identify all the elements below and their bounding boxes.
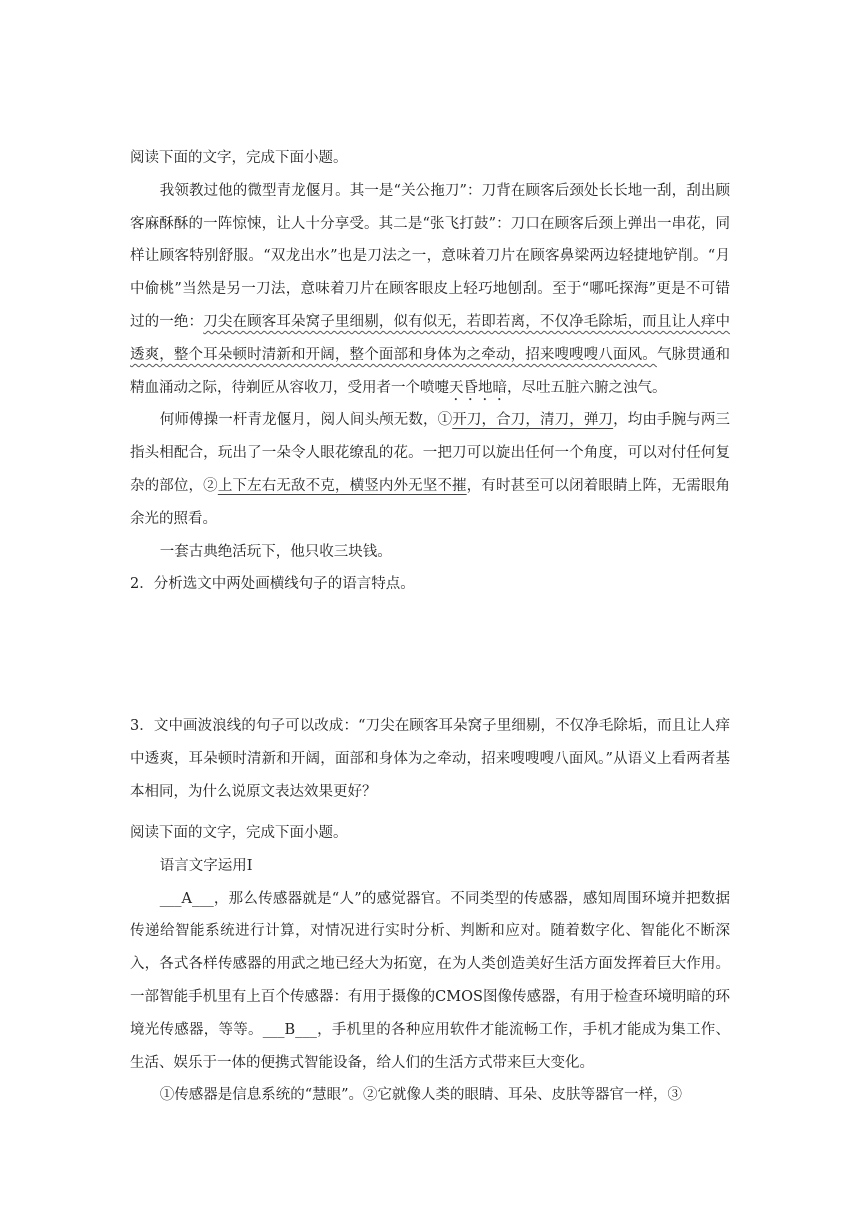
section-1 <box>130 142 730 601</box>
section2-intro: 阅读下面的文字，完成下面小题。 <box>130 825 348 841</box>
passage-paragraph-1 <box>130 175 730 405</box>
section1-intro: 阅读下面的文字，完成下面小题。 <box>130 150 348 166</box>
question-3-block <box>130 710 730 808</box>
question-2: 2．分析选文中两处画横线句子的语言特点。 <box>130 576 415 593</box>
passage-text: ，尽吐五脏六腑之浊气。 <box>507 379 667 396</box>
section2-subtitle: 语言文字运用Ⅰ <box>159 857 253 874</box>
passage-text: 气脉贯通和精血涌动之际，待剃匠从容收刀，受用者一个喷嚏 <box>130 346 731 396</box>
section2-paragraph-1: ___A___，那么传感器就是“人”的感觉器官。不同类型的传感器，感知周围环境并把数据传递给智能系统进行计算，对情况进行实时分析、判断和应对。随着数字化、智能化不断深入，各式各样传感器的用武之地已经大为拓宽，在为人类创造美好生活方面发挥着巨大作用。一部智能手机里有上百个传感器：有用于摄像的CMOS图像传感器，有用于检查环境明暗的环境光传感器，等等。___B___，手机里的各种应用软件才能流畅工作，手机才能成为集工作、生活、娱乐于一体的便携式智能设备，给人们的生活方式带来巨大变化。 <box>130 890 730 1071</box>
passage-text: ，有时甚至可以闭着眼睛上阵，无需眼角余光的照看。 <box>130 477 731 527</box>
dotted-emphasis-phrase: 天昏地暗 <box>449 379 507 396</box>
question-3: 3．文中画波浪线的句子可以改成：“刀尖在顾客耳朵窝子里细剔，不仅净毛除垢，而且让人痒中透爽，耳朵顿时清新和开阔，面部和身体为之牵动，招来嗖嗖嗖八面风。”从语义上看两者基本相同，为什么说原文表达效果更好？ <box>130 718 730 800</box>
passage-paragraph-3: 一套古典绝活玩下，他只收三块钱。 <box>159 543 392 560</box>
passage-text: 何师傅操一杆青龙偃月，阅人间头颅无数，① <box>159 412 453 429</box>
section-2 <box>130 817 730 1112</box>
underlined-sentence-2: 上下左右无敌不克，横竖内外无坚不摧 <box>217 477 467 494</box>
passage-paragraph-2 <box>130 404 730 535</box>
underlined-sentence-1: 开刀，合刀，清刀，弹刀 <box>452 412 614 429</box>
passage-text: ，均由手腕与两三指头相配合，玩出了一朵令人眼花缭乱的花。一把刀可以旋出任何一个角度，可以对付任何复杂的部位，② <box>130 412 731 494</box>
section2-paragraph-2: ①传感器是信息系统的“慧眼”。②它就像人类的眼睛、耳朵、皮肤等器官一样，③ <box>159 1087 683 1104</box>
passage-text: 我领教过他的微型青龙偃月。其一是“关公拖刀”：刀背在顾客后颈处长长地一刮，刮出顾客麻酥酥的一阵惊悚，让人十分享受。其二是“张飞打鼓”：刀口在顾客后颈上弹出一串花，同样让顾客特别舒服。“双龙出水”也是刀法之一，意味着刀片在顾客鼻梁两边轻捷地铲削。“月中偷桃”当然是另一刀法，意味着刀片在顾客眼皮上轻巧地刨刮。至于“哪吒探海”更是不可错过的一绝： <box>130 182 730 330</box>
wavy-underlined-sentence: 刀尖在顾客耳朵窝子里细剔，似有似无，若即若离，不仅净毛除垢，而且让人痒中透爽，整个耳朵顿时清新和开阔，整个面部和身体为之牵动，招来嗖嗖嗖八面风。 <box>130 313 730 363</box>
